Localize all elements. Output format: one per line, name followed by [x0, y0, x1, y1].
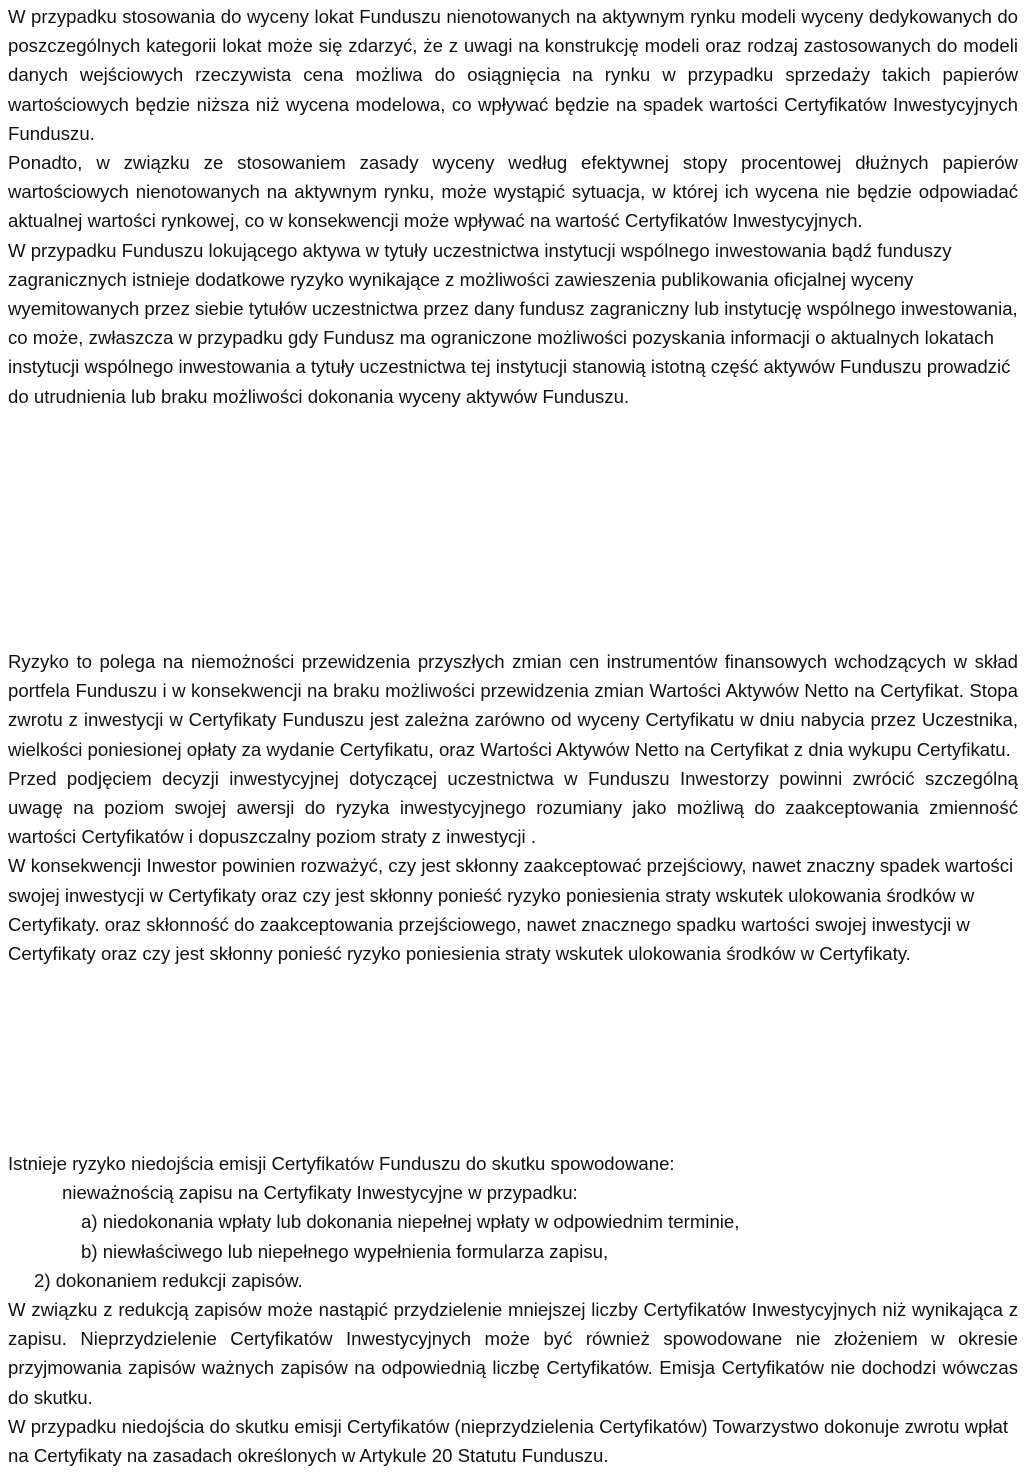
paragraph: Ponadto, w związku ze stosowaniem zasady wyceny według efektywnej stopy procentowej dłużnych papierów wartościowych nienotowanych na aktywnym rynku, może wystąpić sytuacja, w której ich wycena nie będzie odpowiadać aktualnej wartości rynkowej, co w konsekwencji może wpływać na wartość Certyfikatów Inwestycyjnych. [8, 152, 1018, 232]
section-intro: Istnieje ryzyko niedojścia emisji Certyfikatów Funduszu do skutku spowodowane: [8, 1153, 675, 1174]
list-subitem: b) niewłaściwego lub niepełnego wypełnienia formularza zapisu, [81, 1240, 609, 1262]
list-item: nieważnością zapisu na Certyfikaty Inwestycyjne w przypadku: [62, 1182, 578, 1204]
section-valuation-risk [8, 2, 1018, 411]
section-issue-risk [8, 1149, 1018, 1470]
list-item: 2) dokonaniem redukcji zapisów. [34, 1269, 303, 1291]
paragraph: W przypadku niedojścia do skutku emisji Certyfikatów (nieprzydzielenia Certyfikatów) Towarzystwo dokonuje zwrotu wpłat na Certyfikaty na zasadach określonych w Artykule 20 Statutu Funduszu. [8, 1415, 1008, 1467]
paragraph: W przypadku stosowania do wyceny lokat Funduszu nienotowanych na aktywnym rynku modeli wyceny dedykowanych do poszczególnych kategorii lokat może się zdarzyć, że z uwagi na konstrukcję modeli oraz rodzaj zastosowanych do modeli danych wejściowych rzeczywista cena możliwa do osiągnięcia na rynku w przypadku sprzedaży takich papierów wartościowych będzie niższa niż wycena modelowa, co wpływać będzie na spadek wartości Certyfikatów Inwestycyjnych Funduszu. [8, 6, 1018, 144]
section-market-risk [8, 647, 1018, 968]
paragraph: Przed podjęciem decyzji inwestycyjnej dotyczącej uczestnictwa w Funduszu Inwestorzy powinni zwrócić szczególną uwagę na poziom swojej awersji do ryzyka inwestycyjnego rozumiany jako możliwą do zaakceptowania zmienność wartości Certyfikatów i dopuszczalny poziom straty z inwestycji . [8, 767, 1018, 848]
paragraph: W konsekwencji Inwestor powinien rozważyć, czy jest skłonny zaakceptować przejściowy, nawet znaczny spadek wartości swojej inwestycji w Certyfikaty oraz czy jest skłonny ponieść ryzyko poniesienia straty wskutek ulokowania środków w Certyfikaty. oraz skłonność do zaakceptowania przejściowego, nawet znacznego spadku wartości swojej inwestycji w Certyfikaty oraz czy jest skłonny ponieść ryzyko poniesienia straty wskutek ulokowania środków w Certyfikaty. [8, 855, 1014, 965]
paragraph: W związku z redukcją zapisów może nastąpić przydzielenie mniejszej liczby Certyfikatów Inwestycyjnych niż wynikająca z zapisu. Nieprzydzielenie Certyfikatów Inwestycyjnych może być również spowodowane nie złożeniem w okresie przyjmowania zapisów ważnych zapisów na odpowiednią liczbę Certyfikatów. Emisja Certyfikatów nie dochodzi wówczas do skutku. [8, 1299, 1018, 1408]
paragraph: Ryzyko to polega na niemożności przewidzenia przyszłych zmian cen instrumentów finansowych wchodzących w skład portfela Funduszu i w konsekwencji na braku możliwości przewidzenia zmian Wartości Aktywów Netto na Certyfikat. Stopa zwrotu z inwestycji w Certyfikaty Funduszu jest zależna zarówno od wyceny Certyfikatu w dniu nabycia przez Uczestnika, wielkości poniesionej opłaty za wydanie Certyfikatu, oraz Wartości Aktywów Netto na Certyfikat z dnia wykupu Certyfikatu. [8, 651, 1018, 760]
cause-list [8, 1178, 1018, 1295]
paragraph: W przypadku Funduszu lokującego aktywa w tytuły uczestnictwa instytucji wspólnego inwestowania bądź funduszy zagranicznych istnieje dodatkowe ryzyko wynikające z możliwości zawieszenia publikowania oficjalnej wyceny wyemitowanych przez siebie tytułów uczestnictwa przez dany fundusz zagraniczny lub instytucję wspólnego inwestowania, co może, zwłaszcza w przypadku gdy Fundusz ma ograniczone możliwości pozyskania informacji o aktualnych lokatach instytucji wspólnego inwestowania a tytuły uczestnictwa tej instytucji stanowią istotną część aktywów Funduszu prowadzić do utrudnienia lub braku możliwości dokonania wyceny aktywów Funduszu. [8, 239, 1018, 407]
list-subitem: a) niedokonania wpłaty lub dokonania niepełnej wpłaty w odpowiednim terminie, [81, 1211, 740, 1233]
